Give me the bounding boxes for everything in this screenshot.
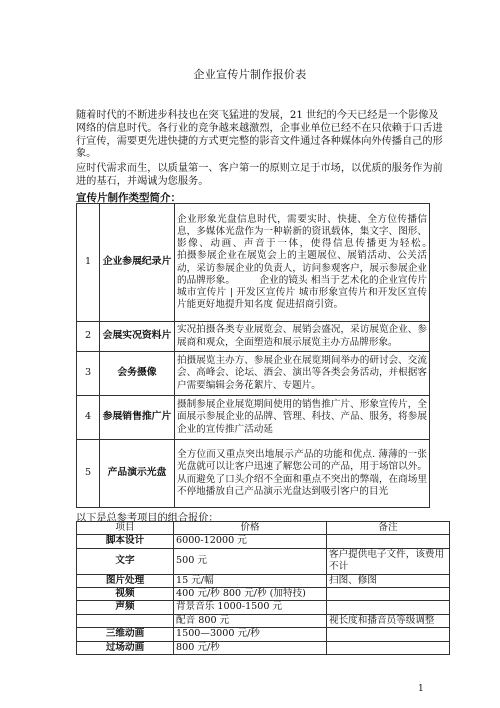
table-row: [77, 628, 450, 641]
page-number: 1: [418, 684, 424, 694]
header-note: 备注: [327, 522, 450, 535]
price-item: 文字: [77, 548, 174, 574]
price-value: 400 元/秒 800 元/秒 (加特技): [174, 588, 327, 601]
price-intro: 以下是总参考项目的组合报价：: [76, 513, 219, 524]
price-note: 视长度和播音员等级调整: [327, 614, 450, 627]
type-description: 拍摄展览主办方、参展企业在展览期间举办的研讨会、交流会、高峰会、论坛、酒会、演出等各类会务活动，并根据客户需要编辑会务花絮片、专题片。: [175, 352, 430, 396]
price-item: 三维动画: [77, 628, 174, 641]
header-item: 项目: [77, 522, 174, 535]
price-header-row: [77, 522, 450, 535]
table-row: [77, 574, 450, 587]
type-name: 会务摄像: [100, 352, 175, 396]
document-title: 企业宣传片制作报价表: [193, 68, 307, 81]
table-row: [77, 588, 450, 601]
price-item: 过场动画: [77, 641, 174, 654]
row-number: 4: [77, 396, 100, 440]
intro-paragraph-1: [76, 110, 448, 161]
row-number: 2: [77, 322, 100, 352]
price-value: 15 元/幅: [174, 574, 327, 587]
table-row: [77, 396, 430, 440]
price-table: [76, 521, 450, 655]
type-name: 会展实况资料片: [100, 322, 175, 352]
table-row: [77, 641, 450, 654]
table-row: [77, 601, 450, 614]
type-description: 实况拍摄各类专业展览会、展销会盛况，采访展览企业、参展商和观众，全面塑造和展示展览主办方品牌形象。: [175, 322, 430, 352]
price-value: 6000-12000 元: [174, 535, 327, 548]
table-row: [77, 204, 430, 322]
table-row: [77, 440, 430, 508]
price-note: [327, 601, 450, 614]
type-description: 企业形象光盘信息时代，需要实时、快捷、全方位传播信息，多媒体光盘作为一种崭新的资讯载体，集文字、图形、影像、动画、声音于一体，使得信息传播更为轻松。 拍摄参展企业在展览会上的主题展位、展销活动、公关活动，采访参展企业的负责人，访问参观客户，展示参展企业的品牌形象。 企业的镜头 相当于艺术化的企业宣传片城市宣传片 | 开发区宣传片 城市形象宣传片和开发区宣传片能更好地提升知名度 促进招商引资。: [175, 204, 430, 322]
price-item: 图片处理: [77, 574, 174, 587]
table-row: [77, 548, 450, 574]
price-value: 1500—3000 元/秒: [174, 628, 327, 641]
production-types-table: [76, 203, 485, 508]
row-number: 5: [77, 440, 100, 508]
price-note: 客户提供电子文件，该费用不计: [327, 548, 450, 574]
price-note: [327, 535, 450, 548]
table-row: [77, 322, 430, 352]
price-item: 视频: [77, 588, 174, 601]
price-value: 背景音乐 1000-1500 元: [174, 601, 327, 614]
row-number: 3: [77, 352, 100, 396]
price-note: [327, 588, 450, 601]
price-note: 扫图、修图: [327, 574, 450, 587]
price-item: 声频: [77, 601, 174, 614]
intro-text-1: 随着时代的不断进步科技也在突飞猛进的发展，21 世纪的今天已经是一个影像及网络的信息时代。各行业的竞争越来越激烈，企事业单位已经不在只依赖于口舌进行宣传，需要更先进快捷的方式更完整的影音文件通过各种媒体向外传播自己的形象。: [76, 110, 443, 160]
type-name: 产品演示光盘: [100, 440, 175, 508]
price-item: [77, 614, 174, 627]
price-note: [327, 641, 450, 654]
type-description: 全方位而又重点突出地展示产品的功能和优点. 薄薄的一张光盘就可以让客户迅速了解您公司的产品，用于场馆以外。从而避免了口头介绍不全面和重点不突出的弊端，在商场里不停地播放自己产品演示光盘达到吸引客户的目光: [175, 440, 430, 508]
type-name: 企业参展纪录片: [100, 204, 175, 322]
price-note: [327, 628, 450, 641]
section-heading: 宣传片制作类型简介：: [76, 192, 181, 204]
price-value: 800 元/秒: [174, 641, 327, 654]
type-name: 参展销售推广片: [100, 396, 175, 440]
table-row: [77, 352, 430, 396]
price-value: 配音 800 元: [174, 614, 327, 627]
header-price: 价格: [174, 522, 327, 535]
price-item: 脚本设计: [77, 535, 174, 548]
intro-text-2: 应时代需求而生，以质量第一、客户第一的原则立足于市场，以优质的服务作为前进的基石，并竭诚为您服务。: [76, 163, 443, 187]
table-row: [77, 614, 450, 627]
type-description: 摄制参展企业展览期间使用的销售推广片、形象宣传片，全面展示参展企业的品牌、管理、科技、产品、服务，将参展企业的宣传推广活动延: [175, 396, 430, 440]
intro-paragraph-2: [76, 163, 448, 189]
price-value: 500 元: [174, 548, 327, 574]
row-number: 1: [77, 204, 100, 322]
table-row: [77, 535, 450, 548]
